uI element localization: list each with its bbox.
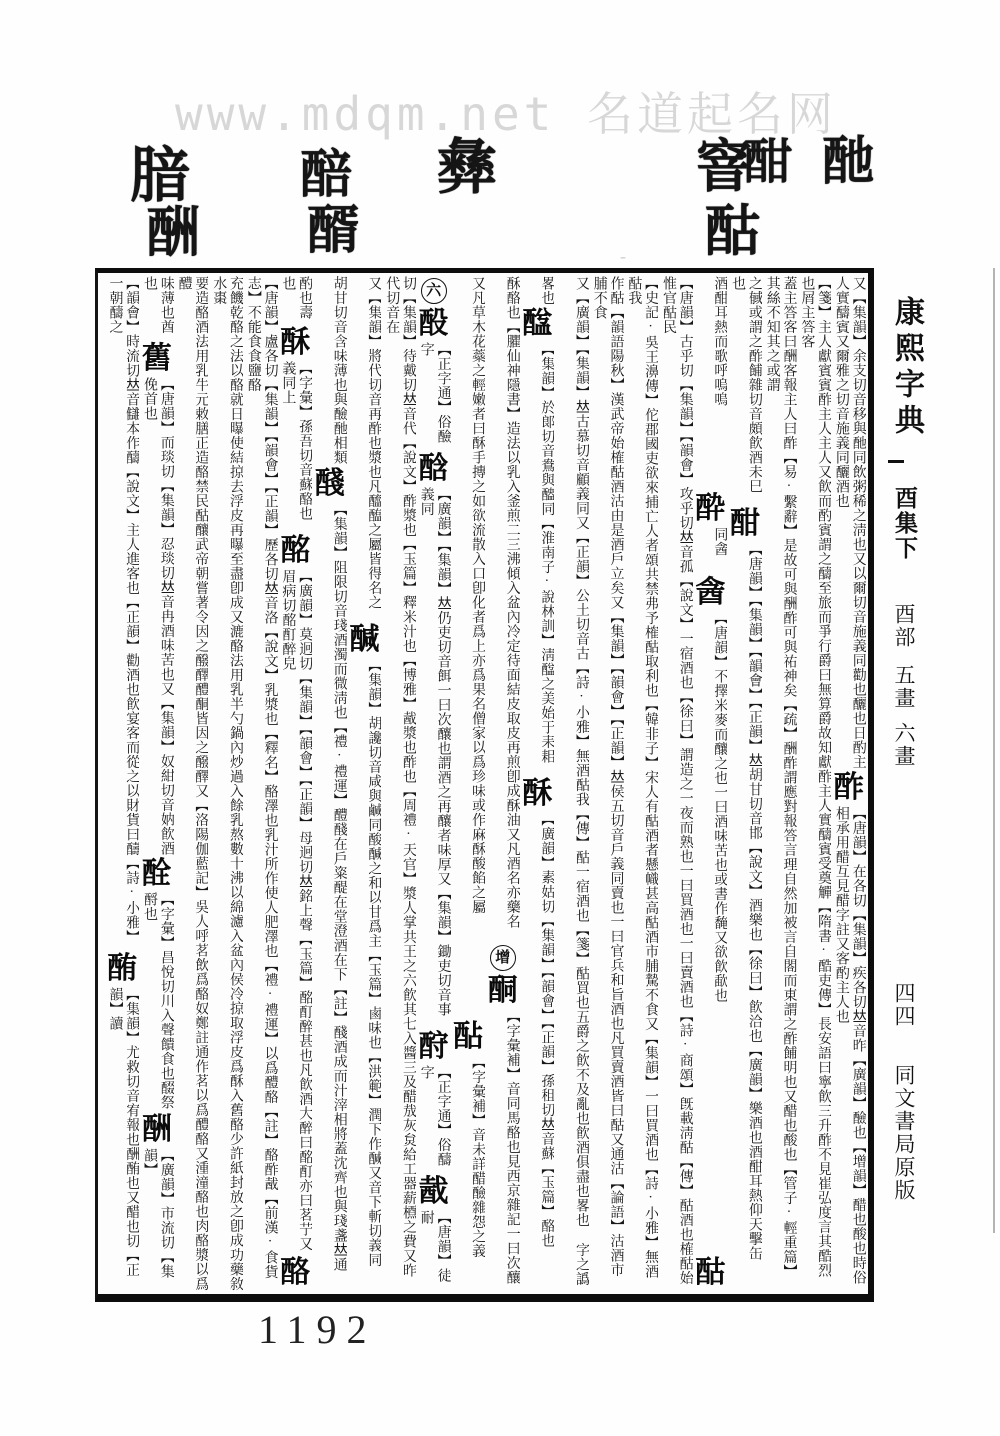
entry-text: 【唐韻】徒耐 [418, 1209, 451, 1283]
entry-text: 【集韻】於郞切音鴦與醠同【淮南子·說林訓】淸䤈之美始于耒耜 [539, 341, 555, 764]
text-column [347, 276, 382, 1291]
entry-head-char: 酪 [280, 1256, 311, 1289]
entry-head-char: 酧 [418, 1030, 449, 1064]
seal-char-8: 酤 [705, 201, 761, 262]
entry-text: 酌也壽也 [280, 276, 313, 320]
text-column [313, 276, 348, 1291]
margin-title: 康熙字典 [890, 296, 923, 440]
entry-head-char: 酥 [280, 326, 311, 360]
entry-head-char: 䣻 [418, 451, 449, 485]
margin-radical-label: 酉部 [892, 603, 916, 649]
text-column [624, 276, 659, 1291]
seal-char-7: 酣 [744, 136, 793, 189]
entry-head-char: 酩 [280, 533, 311, 567]
entry-text: 【箋】主人獻賓賓酢主人主人又飮而酌賓謂之醻至旅而爭行爵曰無算爵故知獻酢主人實醻賓受奠觶【隋書·酷吏傳】長安語曰寧飮三升酢不見崔弘度言其酷烈也屑主答客 [799, 276, 832, 1278]
entry-head-char: 酔 [695, 491, 726, 525]
entry-head-char: 酭 [107, 951, 138, 985]
entry-text: 又凡草木花蘂之輕嫩者曰酥手摶之如欲流散入口卽化者爲上亦爲果名僧家以爲珍味或作麻酥酸餡之屬 [470, 276, 486, 914]
entry-text: 要造酪酒法用乳牛元敕膳正造酪禁民酤釀武帝朝嘗著令因之醱醳醴酮皆因之醱醳又【洛陽伽藍記】吳人呼茗飲爲酪奴鄭註通作茗以爲醴酪又湩潼酪也肉酪漿以爲醴 [176, 276, 209, 1291]
entry-head-char: 酢 [833, 771, 864, 805]
entry-head-char: 酟 [453, 1019, 484, 1053]
margin-folio-number: 四四 [892, 982, 916, 1028]
entry-text: 蓋主答客曰酬客報主人曰酢【易·繫辭】是故可與酬酢可與祐神矣【疏】酬酢謂應對報答言理自然加被言自閤而東謂之酢餔明也又醋也酸也【管子·輕重篇】其絲不知其之或謂 [764, 276, 797, 1279]
entry-text: 作酤【韻語陽秋】漢武帝始榷酤酒沽由是酒戶立矣又【集韻】【韻會】【正韻】𠀤侯五切音戶義同賣也一曰官兵和旨酒也凡買賣酒皆曰酤又通沽【論語】沽酒市脯不食 [591, 276, 624, 1277]
entry-text: 胡甘切音含味薄也與醶酏相類 [331, 276, 347, 465]
text-column [416, 276, 451, 1291]
entry-text: 【廣韻】【集韻】𠀤仍吏切音餌一曰次釀也謂酒之再釀者味厚又【集韻】鋤吏切音事義同 [418, 486, 451, 1017]
text-column [762, 276, 797, 1291]
entry-head-char: 酣 [729, 507, 760, 541]
scan-artifact-dash: - [620, 246, 626, 266]
entry-text: 【唐韻】古乎切【集韻】【韻會】攻乎切𠀤音孤【說文】一宿酒也【徐曰】謂造之一夜而熟也一曰買酒也一曰賣酒也【詩·商頌】旣載淸酤【傳】酤酒也榷酤始惟官酤民 [660, 276, 693, 1285]
text-column [174, 276, 209, 1291]
text-column [243, 276, 278, 1291]
seal-char-5: 彝 [437, 135, 497, 201]
dictionary-page-frame [95, 268, 874, 1302]
entry-text: 之戫或謂之酢餔雜切音頗飮酒未巳也 [730, 276, 762, 494]
entry-text: 【唐韻】而琰切【集韻】忍琰切𠀤音冉酒味苦也又【集韻】奴紺切音妠飮酒俛首也 [142, 376, 174, 856]
seal-char-9: 酏 [822, 134, 875, 191]
entry-text: 又【廣韻】【集韻】𠀤古慕切音顧義同又【正韻】公土切音古【詩·小雅】無酒酤我【傳】酤一宿酒也【箋】酤買也五爵之飮不及亂也飮酒俱盡也畧也𨠛字之譌 [573, 276, 589, 1286]
margin-divider [888, 460, 904, 463]
entry-text: 【集韻】尤救切音宥報也酬酭也又醋也切【正韻】讀 [107, 986, 140, 1277]
entry-head-char: 舊 [141, 341, 172, 375]
entry-text: 味薄也酋也 [142, 276, 174, 334]
margin-edition-label: 同文書局原版 [892, 1064, 916, 1202]
margin-volume-label: 酉集下 [892, 486, 917, 561]
seal-char-2: 酬 [146, 203, 200, 263]
supplement-marker: 增 [490, 945, 516, 971]
entry-head-char: 酘 [418, 307, 449, 340]
text-column [140, 276, 175, 1291]
entry-head-char: 酓 [695, 575, 726, 609]
entry-text: 【字彙補】音未詳醋醶雜怨之義 [470, 1054, 486, 1258]
text-column [382, 276, 417, 1291]
entry-head-char: 酮 [487, 974, 518, 1008]
entry-text: 酥酪也【臞仙神隱書】造法以乳入釜煎二三沸傾入盆內冷定待面結皮取皮再煎卽成酥油又凡酒名亦藥名 [504, 276, 520, 929]
entry-head-char: 酨 [418, 1174, 449, 1208]
entry-head-char: 醎 [349, 623, 380, 657]
text-column [451, 276, 486, 1291]
entry-text: 畧也 [539, 276, 555, 305]
entry-text: 【唐韻】盧各切【集韻】【韻會】【正韻】歷各切𠀤音洛【說文】乳漿也【釋名】酪澤也乳汁所作使人肥澤也【禮·禮運】以爲醴酪【註】酪酢酨【前漢·食貨志】不能食食鹽酪 [245, 276, 278, 1279]
entry-text: 【唐韻】不擇米麥而釀之也一曰酒味苦也或書作馣又欲飮歃也 [712, 610, 728, 1003]
text-column [209, 276, 244, 1291]
text-column [589, 276, 624, 1291]
text-column [728, 276, 763, 1291]
entry-text: 【韻會】時流切𠀤音讎本作醻【說文】主人進客也【正韻】勸酒也飮宴客而從之以財貨曰醻【詩·小雅】一朝醻之 [107, 276, 140, 944]
margin-strokes-six-label: 六畫 [892, 722, 916, 768]
entry-text: 【史記·吳王濞傳】佗郡國吏欲來捕亡人者頌共禁弗予榷酤取利也【韓非子】宋人有酤酒者懸幟甚高酤酒市脯騺不食又【集韻】一曰買酒也【詩·小雅】無酒酤我 [626, 276, 659, 1279]
margin-strokes-five-label: 五畫 [892, 664, 916, 710]
entry-head-char: 酫 [141, 857, 172, 891]
text-column [797, 276, 832, 1291]
entry-text: 切【集韻】待戴切𠀤音代【說文】酢漿也【玉篇】釋米汁也【博雅】酨漿也酢也【周禮·天官】漿人掌共王之六飮其七入醬三及醋㦲灰炱給工器薪槱之費又昨代切音在 [384, 276, 416, 1278]
seal-char-6: 窨 [695, 136, 752, 199]
stroke-section-marker-six: 六 [421, 278, 447, 304]
entry-text: 【唐韻】【集韻】【韻會】【正韻】𠀤胡甘切音邯【說文】酒樂也【徐曰】飮洽也【廣韻】樂酒也酒酣耳熱仰天擊缶 [746, 542, 762, 1261]
entry-text: 【廣韻】素姑切【集韻】【韻會】【正韻】孫租切𠀤音蘇【玉篇】酪也 [539, 812, 555, 1248]
seal-char-1: 腤 [130, 143, 190, 209]
text-column [520, 276, 555, 1291]
text-column [693, 276, 728, 1291]
entry-text: 【字彙】昌悅切川入聲饋食也醊祭酹也 [142, 892, 174, 1110]
text-columns-container [100, 276, 866, 1291]
page-number: 1192 [258, 1307, 377, 1352]
entry-text: 【廣韻】市流切【集韻】 [142, 1148, 174, 1279]
entry-head-char: 酥 [522, 777, 553, 811]
entry-text: 又【集韻】將代切音再酢也漿也凡醯醢之屬皆得名之 [366, 276, 382, 610]
entry-text: 【字彙補】音同馬酪也見西京雜記一曰次釀 [504, 1009, 520, 1285]
entry-head-char: 醆 [314, 466, 345, 500]
entry-text: 【正字通】俗醻字 [418, 1065, 451, 1167]
text-column [555, 276, 590, 1291]
entry-text: 【唐韻】在各切【集韻】疾各切𠀤音昨【廣韻】醶也【增韻】醋也酸也時俗相承用醋互見醋字註又客酌主人也 [833, 806, 866, 1285]
entry-head-char: 酬 [141, 1113, 172, 1147]
text-column [658, 276, 693, 1291]
entry-text: 又【集韻】余支切音移與酏同飲粥稀之淸也又以爾切音施義同勸也釃也日酌主人實醻賓又爾雅之切音施義同釃酒也 [833, 276, 866, 769]
seal-char-3: 醅 [300, 147, 353, 204]
text-column [278, 276, 313, 1291]
entry-text: 同酓 [712, 526, 728, 556]
watermark-text: www.mdqm.net 名道起名网 [175, 87, 838, 141]
entry-head-char: 酤 [695, 1256, 726, 1289]
entry-text: 【廣韻】莫迥切【集韻】【韻會】【正韻】母迥切𠀤銘上聲【玉篇】酩酊醉甚也凡飮酒大醉曰酩酊亦曰茗艼又眉病切酩酊醉皃 [280, 568, 313, 1251]
scan-edge-line [993, 268, 995, 1233]
text-column [105, 276, 140, 1291]
seal-char-4: 醑 [307, 203, 360, 260]
entry-text: 【字彙】孫吾切音蘇酪也義同上 [280, 361, 313, 521]
entry-text: 【集韻】胡讒切音咸與鹹同酸醎之和以甘爲主【玉篇】鹵味也【洪範】潤下作醎又音下斬切義同 [366, 658, 382, 1268]
entry-text: 充饑乾酪之法以酪就日曝使結掠去浮皮再曝至盡卽成又漉酪法用乳半勺鍋內炒過入餘乳熬數十沸以綿濾入盆內侯冷掠取浮皮爲酥入舊酪少許紙封放之卽成功藥敘水棗 [211, 276, 244, 1291]
entry-text: 酒酣耳熱而歌呼嗚嗚 [712, 276, 728, 407]
entry-head-char: 䤈 [522, 306, 553, 340]
text-column [831, 276, 866, 1291]
entry-text: 【集韻】阻限切音琖酒濁而微淸也【禮·禮運】醴醆在戶粢醍在堂澄酒在下【註】醆酒成而汁滓相將蓋沈齊也與琖盞𠀤通 [331, 501, 347, 1272]
text-column [485, 276, 520, 1291]
entry-text: 【正字通】俗醶字 [418, 342, 451, 444]
